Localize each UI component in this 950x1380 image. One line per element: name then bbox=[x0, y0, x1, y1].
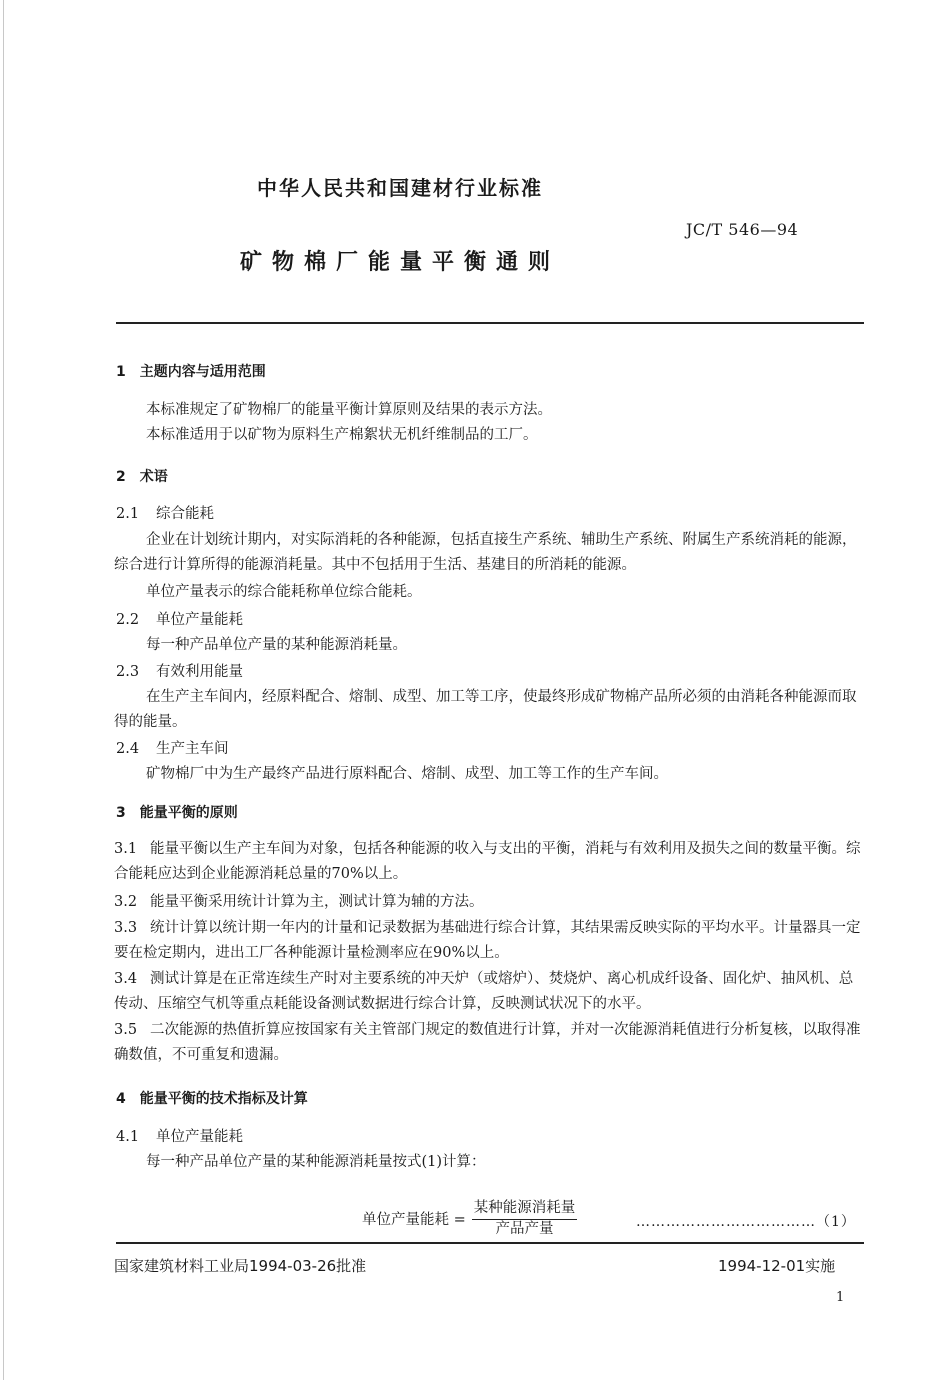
clause-term: 综合能耗 bbox=[156, 506, 214, 522]
clause-3-1 bbox=[114, 837, 862, 887]
issuing-organization: 中华人民共和国建材行业标准 bbox=[257, 176, 543, 200]
clause-number: 3.1 bbox=[114, 841, 138, 857]
clause-text: 能量平衡采用统计计算为主，测试计算为辅的方法。 bbox=[150, 894, 484, 910]
clause-text: 二次能源的热值折算应按国家有关主管部门规定的数值进行计算，并对一次能源消耗值进行分析复核，以取得准确数值，不可重复和遗漏。 bbox=[114, 1022, 861, 1063]
clause-term: 单位产量能耗 bbox=[156, 1129, 243, 1145]
section-1-heading: 1 主题内容与适用范围 bbox=[116, 364, 266, 380]
effective-date: 1994-12-01实施 bbox=[718, 1257, 836, 1275]
formula-numerator: 某种能源消耗量 bbox=[472, 1199, 578, 1220]
clause-number: 2.3 bbox=[116, 664, 140, 680]
formula-lhs: 单位产量能耗 = bbox=[362, 1212, 466, 1228]
section-2-heading: 2 术语 bbox=[116, 469, 168, 485]
clause-3-5 bbox=[114, 1018, 862, 1068]
clause-term: 单位产量能耗 bbox=[156, 612, 243, 628]
clause-number: 2.4 bbox=[116, 741, 140, 757]
section-1-paragraph-2: 本标准适用于以矿物为原料生产棉絮状无机纤维制品的工厂。 bbox=[146, 427, 538, 443]
clause-4-1-heading bbox=[116, 1125, 243, 1146]
standard-code: JC/T 546—94 bbox=[686, 220, 799, 239]
clause-text: 能量平衡以生产主车间为对象，包括各种能源的收入与支出的平衡，消耗与有效利用及损失之间的数量平衡。综合能耗应达到企业能源消耗总量的70%以上。 bbox=[114, 841, 861, 882]
clause-term: 有效利用能量 bbox=[156, 664, 243, 680]
clause-2-4-paragraph: 矿物棉厂中为生产最终产品进行原料配合、熔制、成型、加工等工作的生产车间。 bbox=[146, 766, 668, 782]
clause-number: 3.5 bbox=[114, 1022, 138, 1038]
approval-note: 国家建筑材料工业局1994-03-26批准 bbox=[114, 1257, 367, 1275]
clause-2-1-paragraph-1: 企业在计划统计期内，对实际消耗的各种能源，包括直接生产系统、辅助生产系统、附属生产系统消耗的能源，综合进行计算所得的能源消耗量。其中不包括用于生活、基建目的所消耗的能源。 bbox=[114, 532, 857, 573]
clause-number: 3.2 bbox=[114, 894, 138, 910]
clause-3-3 bbox=[114, 916, 862, 966]
clause-number: 3.4 bbox=[114, 971, 138, 987]
section-3-heading: 3 能量平衡的原则 bbox=[116, 805, 238, 821]
clause-text: 测试计算是在正常连续生产时对主要系统的冲天炉（或熔炉）、焚烧炉、离心机成纤设备、固化炉、抽风机、总传动、压缩空气机等重点耗能设备测试数据进行综合计算，反映测试状况下的水平。 bbox=[114, 971, 854, 1012]
document-title: 矿物棉厂能量平衡通则 bbox=[239, 250, 560, 275]
clause-2-1-heading bbox=[116, 502, 214, 523]
section-1-paragraph-1: 本标准规定了矿物棉厂的能量平衡计算原则及结果的表示方法。 bbox=[146, 402, 552, 418]
clause-number: 3.3 bbox=[114, 920, 138, 936]
footer-divider bbox=[116, 1242, 864, 1244]
clause-number: 4.1 bbox=[116, 1129, 140, 1145]
clause-3-4 bbox=[114, 967, 862, 1017]
clause-number: 2.1 bbox=[116, 506, 140, 522]
clause-2-3-paragraph: 在生产主车间内，经原料配合、熔制、成型、加工等工序，使最终形成矿物棉产品所必须的由消耗各种能源而取得的能量。 bbox=[114, 689, 857, 730]
clause-2-2-heading bbox=[116, 608, 243, 629]
clause-2-1-paragraph-2: 单位产量表示的综合能耗称单位综合能耗。 bbox=[146, 584, 422, 600]
page-number: 1 bbox=[836, 1290, 845, 1305]
clause-2-3-heading bbox=[116, 660, 243, 681]
clause-number: 2.2 bbox=[116, 612, 140, 628]
section-4-heading: 4 能量平衡的技术指标及计算 bbox=[116, 1091, 308, 1107]
formula-denominator: 产品产量 bbox=[495, 1221, 554, 1237]
clause-2-2-paragraph: 每一种产品单位产量的某种能源消耗量。 bbox=[146, 637, 407, 653]
clause-text: 统计计算以统计期一年内的计量和记录数据为基础进行综合计算，其结果需反映实际的平均水平。计量器具一定要在检定期内，进出工厂各种能源计量检测率应在90%以上。 bbox=[114, 920, 861, 961]
clause-term: 生产主车间 bbox=[156, 741, 229, 757]
formula-fraction bbox=[472, 1199, 578, 1238]
formula-1 bbox=[362, 1199, 577, 1238]
formula-number-leader: ………………………………（1） bbox=[636, 1214, 856, 1230]
scan-edge-line bbox=[3, 0, 4, 1380]
clause-2-4-heading bbox=[116, 737, 229, 758]
clause-4-1-paragraph: 每一种产品单位产量的某种能源消耗量按式(1)计算： bbox=[146, 1154, 486, 1170]
header-divider bbox=[116, 322, 864, 324]
clause-3-2 bbox=[114, 890, 862, 915]
